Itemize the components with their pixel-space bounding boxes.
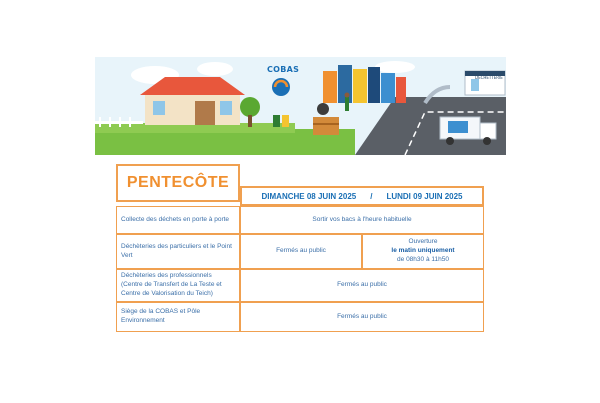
row-label-siege: Siège de la COBAS et Pôle Environnement (116, 302, 240, 332)
date-sunday: DIMANCHE 08 JUIN 2025 (261, 191, 357, 201)
schedule-table (116, 164, 484, 332)
dates-header (240, 186, 484, 206)
banner-scene (95, 57, 506, 155)
row-value-collecte: Sortir vos bacs à l'heure habituelle (240, 206, 484, 234)
opening-line-2: le matin uniquement (391, 247, 455, 255)
banner-illustration (95, 57, 506, 155)
cobas-logo-text: COBAS (267, 65, 300, 74)
row-value-professionnels: Fermés au public (240, 269, 484, 302)
date-separator: / (370, 191, 373, 201)
shop-sign-text: DÉCHETTERIE (475, 75, 503, 80)
row-value-siege: Fermés au public (240, 302, 484, 332)
holiday-title: PENTECÔTE (116, 164, 240, 202)
row-label-collecte: Collecte des déchets en porte à porte (116, 206, 240, 234)
opening-line-1: Ouverture (408, 238, 438, 246)
row-value-sunday-particuliers: Fermés au public (240, 234, 362, 269)
row-label-decheteries-particuliers: Déchèteries des particuliers et le Point Vert (116, 234, 240, 269)
opening-line-3: de 08h30 à 11h50 (397, 255, 449, 263)
date-monday: LUNDI 09 JUIN 2025 (386, 191, 463, 201)
row-label-decheteries-professionnels: Déchèteries des professionnels (Centre de Transfert de La Teste et Centre de Valorisation du Teich) (116, 269, 240, 302)
row-value-monday-particuliers (362, 234, 484, 269)
